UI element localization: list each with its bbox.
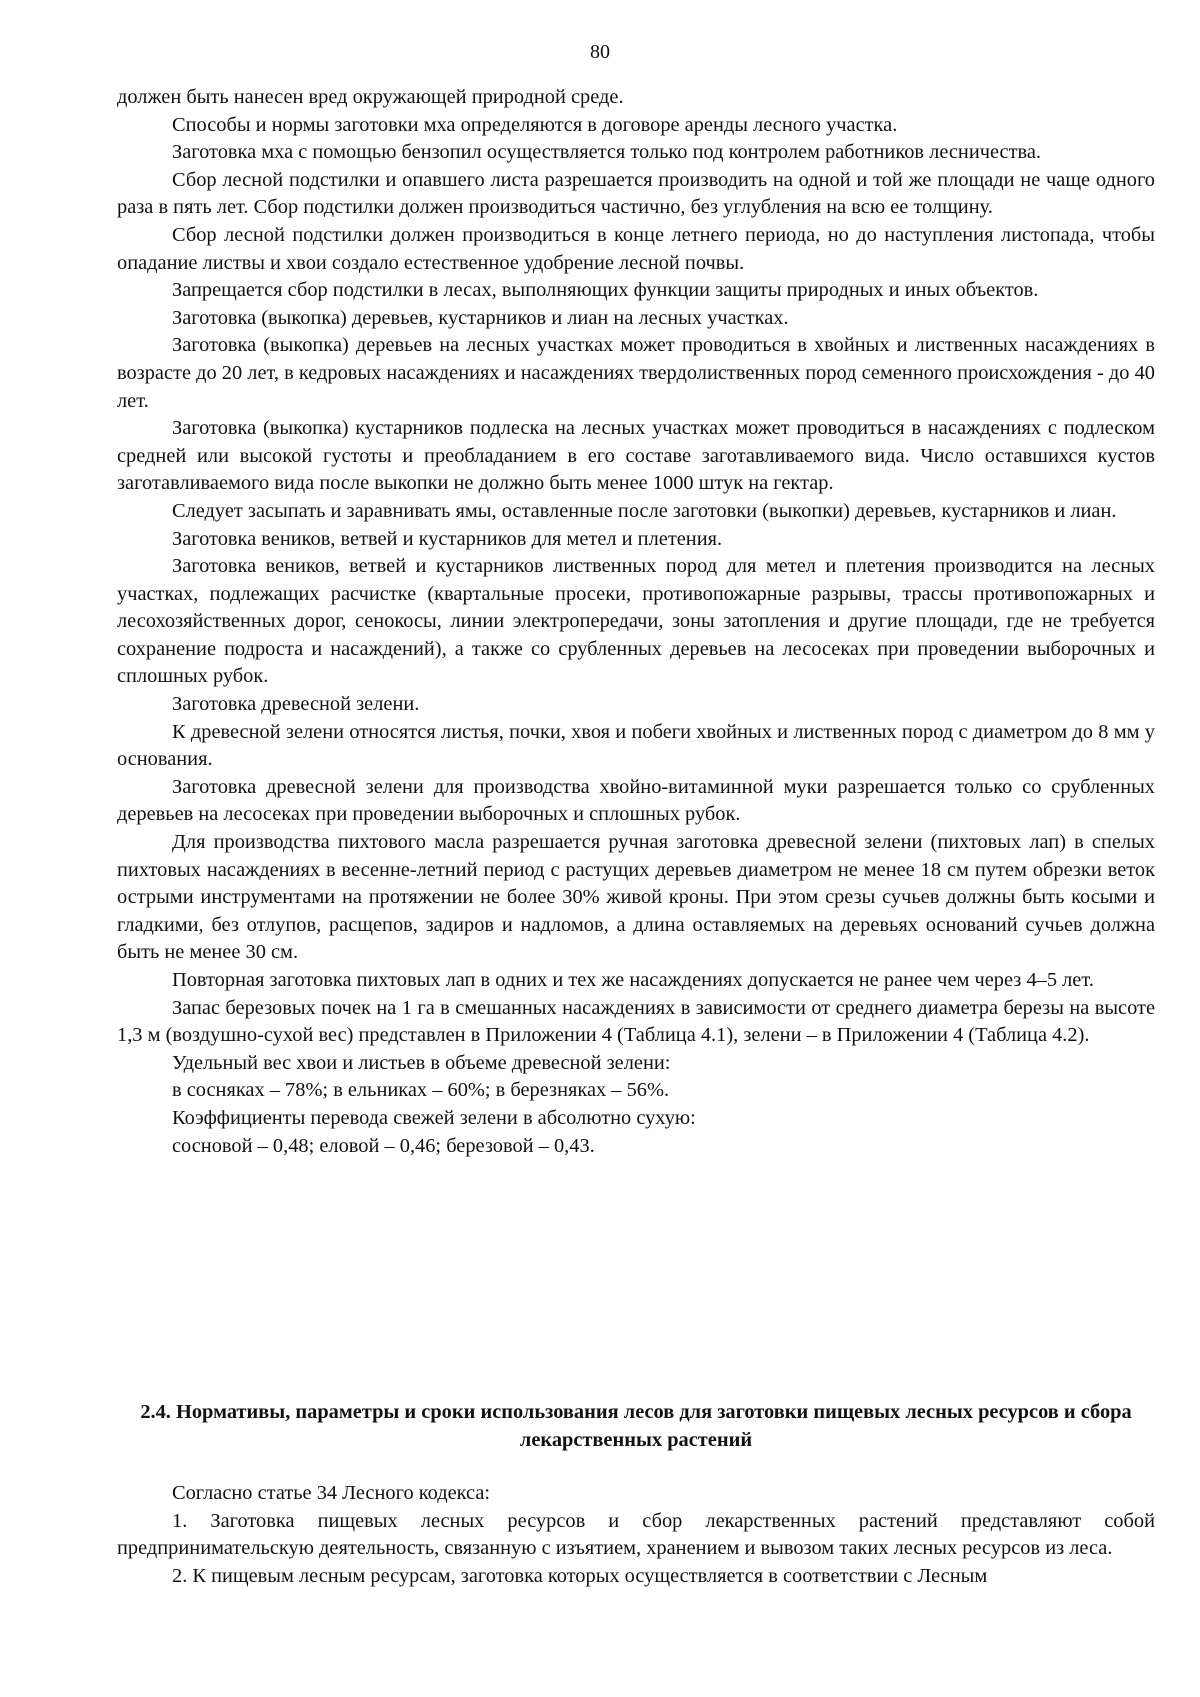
body-text-section <box>117 1480 1155 1590</box>
paragraph: Коэффициенты перевода свежей зелени в абсолютно сухую: <box>172 1106 696 1129</box>
paragraph: Запас березовых почек на 1 га в смешанных насаждениях в зависимости от среднего диаметра березы на высоте 1,3 м (воздушно-сухой вес) представлен в Приложении 4 (Таблица 4.1), зелени – в Приложении 4 (Таблица 4.2). <box>117 996 1155 1047</box>
paragraph: Запрещается сбор подстилки в лесах, выполняющих функции защиты природных и иных объектов. <box>172 279 1039 302</box>
paragraph: Заготовка мха с помощью бензопил осуществляется только под контролем работников лесничества. <box>172 141 1042 164</box>
paragraph: Заготовка древесной зелени для производства хвойно-витаминной муки разрешается только со срубленных деревьев на лесосеках при проведении выборочных и сплошных рубок. <box>117 775 1155 826</box>
paragraph: Способы и нормы заготовки мха определяются в договоре аренды лесного участка. <box>172 113 898 136</box>
paragraph: Повторная заготовка пихтовых лап в одних и тех же насаждениях допускается не ранее чем через 4–5 лет. <box>172 969 1094 991</box>
paragraph: Сбор лесной подстилки должен производиться в конце летнего периода, но до наступления листопада, чтобы опадание листвы и хвои создало естественное удобрение лесной почвы. <box>117 223 1155 274</box>
paragraph: Сбор лесной подстилки и опавшего листа разрешается производить на одной и той же площади не чаще одного раза в пять лет. Сбор подстилки должен производиться частично, без углубления на всю ее толщину. <box>117 168 1155 219</box>
paragraph: в сосняках – 78%; в ельниках – 60%; в березняках – 56%. <box>172 1079 670 1102</box>
section-heading: 2.4. Нормативы, параметры и сроки использования лесов для заготовки пищевых лесных ресурсов и сбора лекарственных растений <box>140 1401 1132 1451</box>
paragraph: Заготовка веников, ветвей и кустарников лиственных пород для метел и плетения производится на лесных участках, подлежащих расчистке (квартальные просеки, противопожарные разрывы, трассы противопожарных и лесохозяйственных дорог, сенокосы, линии электропередачи, зоны затопления и другие площади, где не требуется сохранение подроста и насаждений), а также со срубленных деревьев на лесосеках при проведении выборочных и сплошных рубок. <box>117 555 1155 688</box>
paragraph: Согласно статье 34 Лесного кодекса: <box>172 1482 491 1504</box>
paragraph: Заготовка веников, ветвей и кустарников для метел и плетения. <box>172 527 723 550</box>
paragraph: сосновой – 0,48; еловой – 0,46; березовой – 0,43. <box>172 1134 595 1157</box>
paragraph: Удельный вес хвои и листьев в объеме древесной зелени: <box>172 1051 671 1074</box>
paragraph: 1. Заготовка пищевых лесных ресурсов и сбор лекарственных растений представляют собой предпринимательскую деятельность, связанную с изъятием, хранением и вывозом таких лесных ресурсов из леса. <box>117 1509 1155 1560</box>
paragraph: Заготовка (выкопка) деревьев на лесных участках может проводиться в хвойных и лиственных насаждениях в возрасте до 20 лет, в кедровых насаждениях и насаждениях твердолиственных пород семенного происхождения - до 40 лет. <box>117 334 1155 412</box>
paragraph: Для производства пихтового масла разрешается ручная заготовка древесной зелени (пихтовых лап) в спелых пихтовых насаждениях в весенне-летний период с растущих деревьев диаметром не менее 18 см путем обрезки веток острыми инструментами на протяжении не более 30% живой кроны. При этом срезы сучьев должны быть косыми и гладкими, без отлупов, расщепов, задиров и надломов, а длина оставляемых на деревьях оснований сучьев должна быть не менее 30 см. <box>117 831 1155 964</box>
paragraph: Заготовка древесной зелени. <box>172 693 420 716</box>
paragraph: 2. К пищевым лесным ресурсам, заготовка которых осуществляется в соответствии с Лесным <box>172 1564 988 1587</box>
body-text <box>117 84 1155 1160</box>
paragraph: К древесной зелени относятся листья, почки, хвоя и побеги хвойных и лиственных пород с диаметром до 8 мм у основания. <box>117 720 1155 771</box>
paragraph: Заготовка (выкопка) кустарников подлеска на лесных участках может проводиться в насаждениях с подлеском средней или высокой густоты и преобладанием в его составе заготавливаемого вида. Число оставшихся кустов заготавливаемого вида после выкопки не должно быть менее 1000 штук на гектар. <box>117 417 1155 495</box>
page-number: 80 <box>590 41 610 63</box>
paragraph: Следует засыпать и заравнивать ямы, оставленные после заготовки (выкопки) деревьев, кустарников и лиан. <box>172 499 1117 522</box>
paragraph: Заготовка (выкопка) деревьев, кустарников и лиан на лесных участках. <box>172 306 789 329</box>
paragraph: должен быть нанесен вред окружающей природной среде. <box>117 86 624 108</box>
